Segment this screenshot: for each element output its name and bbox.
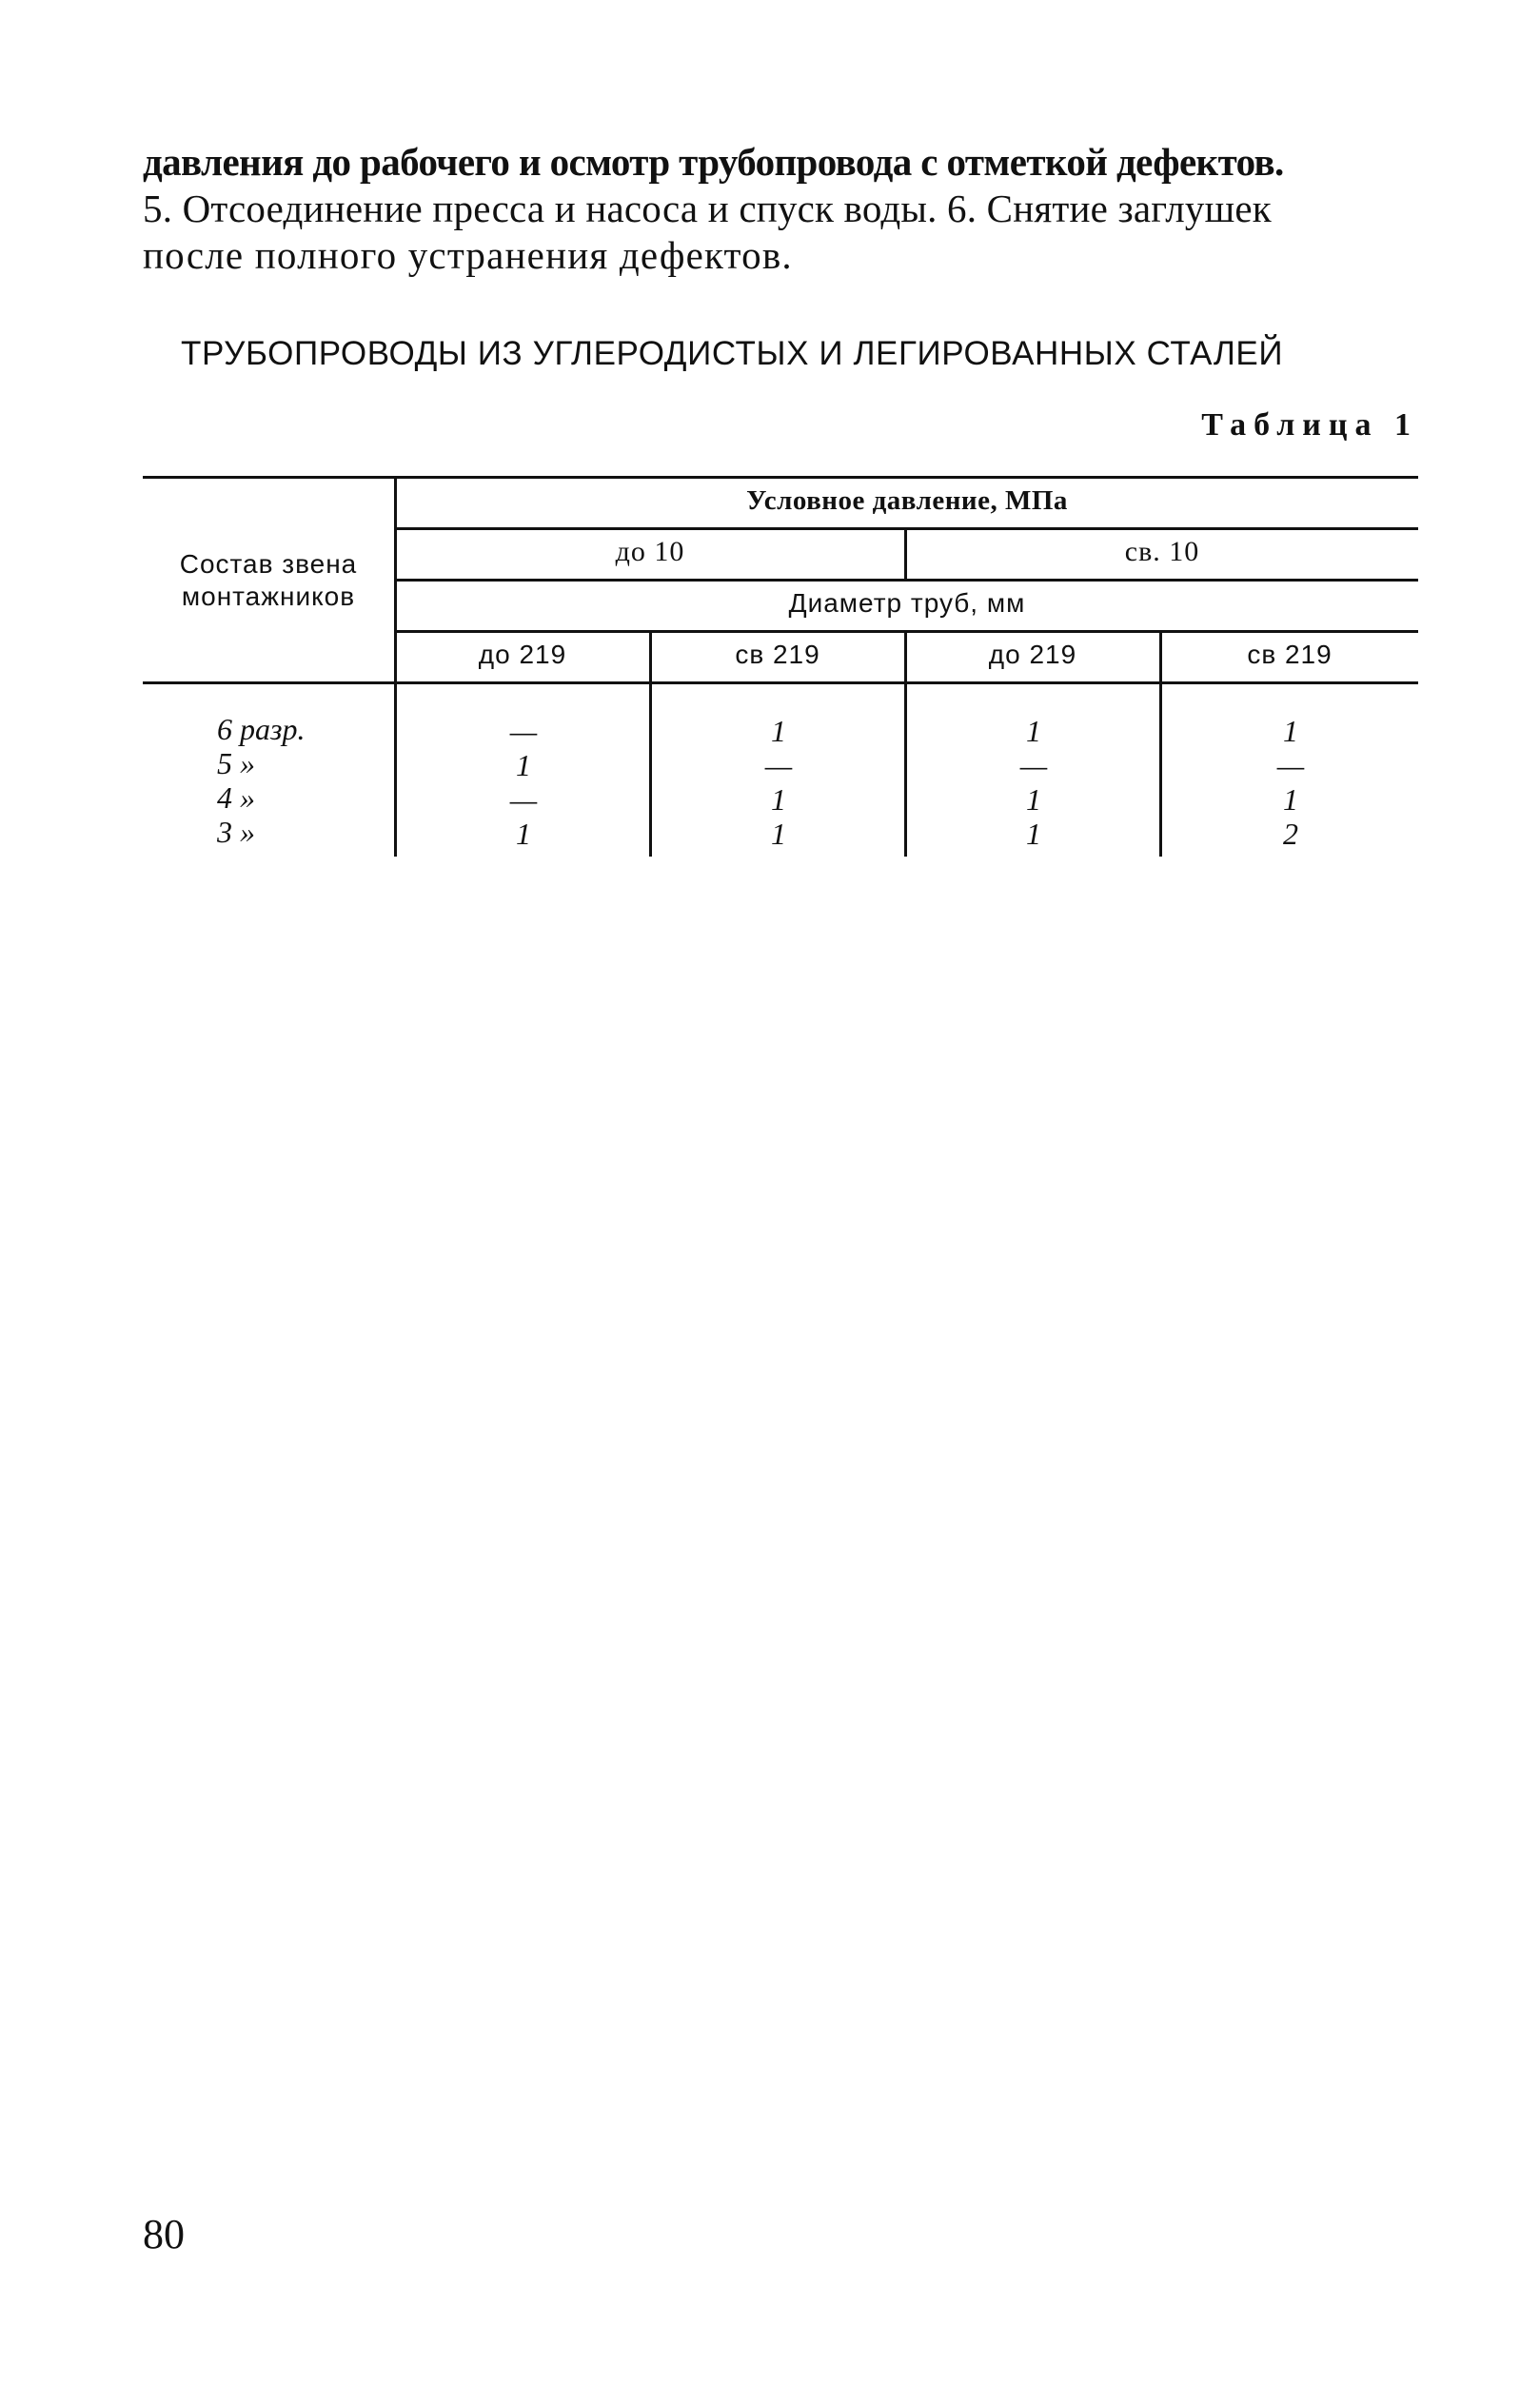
table-cell: 1	[1283, 782, 1298, 817]
diameter-column-label: св 219	[1247, 640, 1333, 669]
table-cell: 1	[516, 817, 531, 851]
table-cell: 1	[516, 748, 531, 782]
table-cell: 2	[1283, 817, 1298, 851]
table-cell: 1	[1026, 714, 1041, 748]
table-cell: —	[1276, 748, 1305, 782]
table-cell: 1	[771, 782, 786, 817]
table-cell: 1	[771, 714, 786, 748]
pressure-group-rule	[395, 579, 1418, 582]
table-cell: —	[1019, 748, 1048, 782]
row-label: 4 »	[217, 780, 255, 815]
row-label: 6 разр.	[217, 712, 306, 746]
intro-paragraph	[143, 139, 1418, 279]
intro-line: после полного устранения дефектов.	[143, 233, 793, 277]
intro-line: 5. Отсоединение пресса и насоса и спуск воды. 6. Снятие заглушек	[143, 187, 1272, 230]
table-top-rule	[143, 476, 1418, 479]
row-header-line: Состав звена	[179, 549, 358, 579]
page-number: 80	[143, 2211, 185, 2258]
crew-table	[143, 476, 1418, 857]
table-cell: —	[509, 782, 538, 817]
table-cell: 1	[1283, 714, 1298, 748]
pressure-group-label: до 10	[615, 536, 685, 567]
row-label: 3 »	[217, 815, 255, 849]
diameter-header: Диаметр труб, мм	[788, 588, 1026, 618]
pressure-header: Условное давление, МПа	[746, 485, 1068, 516]
table-cell: —	[509, 714, 538, 748]
row-header	[143, 548, 394, 613]
intro-line: давления до рабочего и осмотр трубопровода с отметкой дефектов.	[143, 140, 1284, 184]
diameter-column-label: св 219	[735, 640, 820, 669]
table-cell: 1	[1026, 817, 1041, 851]
diameter-column-label: до 219	[478, 640, 567, 669]
pressure-group-label: св. 10	[1124, 536, 1200, 567]
diameter-column-label: до 219	[988, 640, 1077, 669]
table-cell: —	[764, 748, 793, 782]
table-cell: 1	[1026, 782, 1041, 817]
table-cell: 1	[771, 817, 786, 851]
row-label: 5 »	[217, 746, 255, 780]
section-heading: ТРУБОПРОВОДЫ ИЗ УГЛЕРОДИСТЫХ И ЛЕГИРОВАННЫХ СТАЛЕЙ	[181, 335, 1284, 372]
table-label: Таблица 1	[1201, 407, 1418, 443]
header-bottom-rule	[143, 681, 1418, 684]
row-header-line: монтажников	[181, 582, 356, 611]
